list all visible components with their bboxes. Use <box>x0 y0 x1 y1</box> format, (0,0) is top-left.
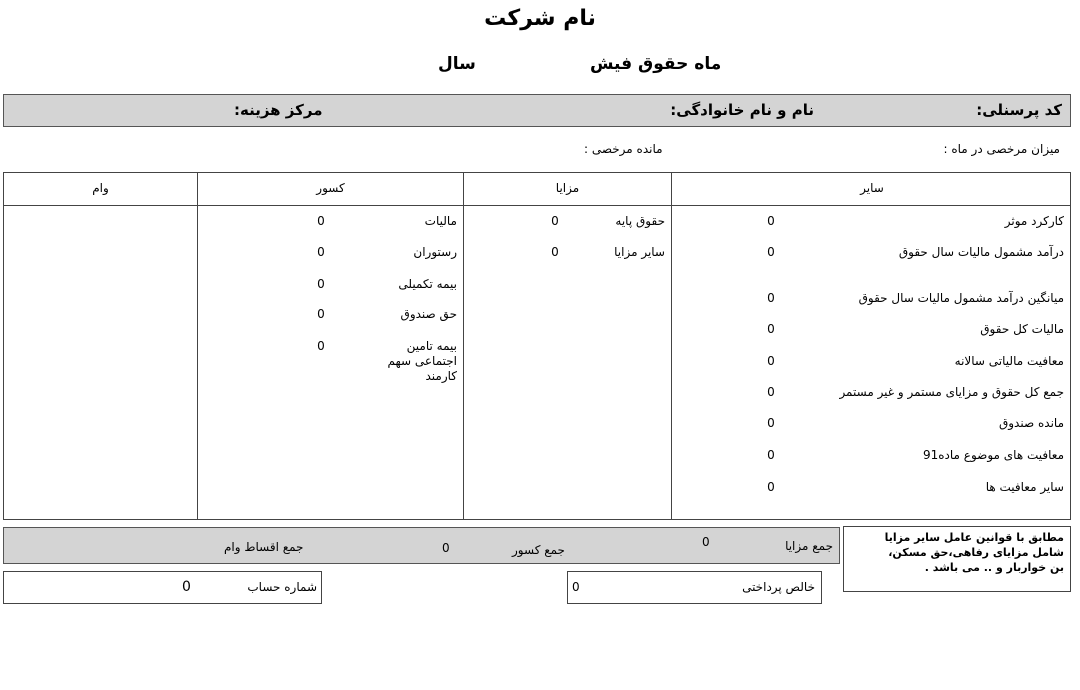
deduction-item-label: بیمه تکمیلی <box>398 277 457 291</box>
column-divider <box>671 173 672 519</box>
year-label: سال <box>438 54 476 74</box>
net-pay-box <box>567 571 822 604</box>
note-line: مطابق با قوانین عامل سایر مزایا <box>884 531 1064 544</box>
benefit-item-label: حقوق پایه <box>615 214 665 228</box>
account-number-value: 0 <box>182 579 191 595</box>
cost-center-label: مرکز هزینه: <box>234 101 323 119</box>
header-divider <box>4 205 1070 206</box>
other-item-value: 0 <box>767 322 775 336</box>
deduction-item-label: مالیات <box>424 214 457 228</box>
note-line: شامل مزایای رفاهی،حق مسکن، <box>888 546 1064 559</box>
account-number-box <box>3 571 322 604</box>
benefit-item-value: 0 <box>551 214 559 228</box>
note-line: بن خواربار و .. می باشد . <box>924 561 1064 574</box>
remaining-leave-label: مانده مرخصی : <box>584 142 663 156</box>
other-item-value: 0 <box>767 245 775 259</box>
other-item-label: مالیات کل حقوق <box>980 322 1064 336</box>
column-header-loan: وام <box>92 181 109 195</box>
deduction-item-label: رستوران <box>413 245 457 259</box>
deduction-item-label: حق صندوق <box>400 307 457 321</box>
net-pay-value: 0 <box>572 580 580 594</box>
company-name: نام شرکت <box>484 6 596 31</box>
net-pay-label: خالص پرداختی <box>742 580 815 594</box>
deduction-item-label-line: اجتماعی سهم <box>387 354 457 368</box>
other-item-label: درآمد مشمول مالیات سال حقوق <box>898 245 1064 259</box>
personnel-code-label: کد پرسنلی: <box>976 101 1062 119</box>
column-header-other: سایر <box>860 181 884 195</box>
deductions-total-value: 0 <box>442 541 450 555</box>
other-item-label: جمع کل حقوق و مزایای مستمر و غیر مستمر <box>839 385 1064 399</box>
other-item-value: 0 <box>767 385 775 399</box>
deductions-total-label: جمع کسور <box>512 543 565 557</box>
column-header-deductions: کسور <box>316 181 345 195</box>
deduction-item-value: 0 <box>317 339 325 353</box>
benefits-total-label: جمع مزایا <box>785 539 833 553</box>
account-number-label: شماره حساب <box>247 580 317 594</box>
other-item-value: 0 <box>767 480 775 494</box>
deduction-item-value: 0 <box>317 245 325 259</box>
payslip-table <box>3 172 1071 520</box>
benefit-item-value: 0 <box>551 245 559 259</box>
benefit-item-label: سایر مزایا <box>614 245 665 259</box>
benefits-total-value: 0 <box>702 535 710 549</box>
other-item-label: کارکرد موثر <box>1004 214 1064 228</box>
full-name-label: نام و نام خانوادگی: <box>670 101 814 119</box>
benefits-note <box>843 526 1071 592</box>
other-item-label: میانگین درآمد مشمول مالیات سال حقوق <box>858 291 1064 305</box>
other-item-label: مانده صندوق <box>998 416 1064 430</box>
deduction-item-value: 0 <box>317 214 325 228</box>
other-item-value: 0 <box>767 291 775 305</box>
totals-bar <box>3 527 840 564</box>
deduction-item-value: 0 <box>317 307 325 321</box>
other-item-value: 0 <box>767 214 775 228</box>
column-divider <box>463 173 464 519</box>
deduction-item-label-line: بیمه تامین <box>406 339 457 353</box>
other-item-label: معافیت های موضوع ماده91 <box>922 448 1064 462</box>
payslip-title: ماه حقوق فیش <box>590 54 722 74</box>
monthly-leave-label: میزان مرخصی در ماه : <box>943 142 1060 156</box>
other-item-value: 0 <box>767 354 775 368</box>
other-item-label: سایر معافیت ها <box>985 480 1064 494</box>
column-header-benefits: مزایا <box>555 181 580 195</box>
column-divider <box>197 173 198 519</box>
other-item-value: 0 <box>767 448 775 462</box>
loan-installments-total-label: جمع اقساط وام <box>224 540 304 554</box>
deduction-item-label-line: کارمند <box>425 369 457 383</box>
deduction-item-label <box>387 339 457 384</box>
employee-info-bar <box>3 94 1071 127</box>
deduction-item-value: 0 <box>317 277 325 291</box>
other-item-value: 0 <box>767 416 775 430</box>
other-item-label: معافیت مالیاتی سالانه <box>954 354 1064 368</box>
